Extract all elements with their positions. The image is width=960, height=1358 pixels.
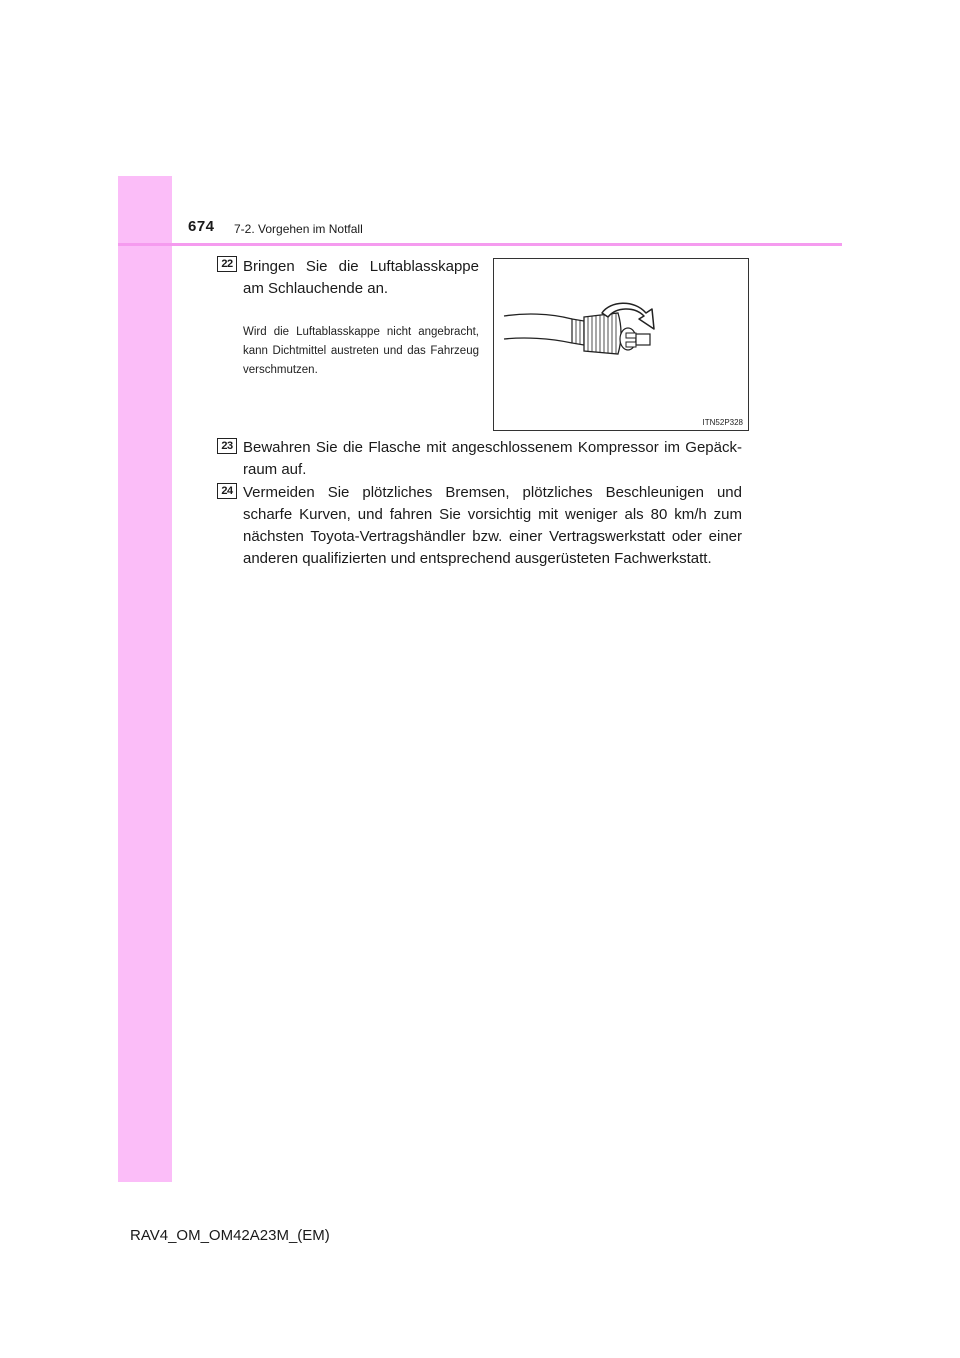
side-band	[118, 176, 172, 1182]
step-number-badge: 24	[217, 483, 237, 499]
step-text: Bringen Sie die Luftablasskappe am Schlauchende an.	[243, 258, 479, 297]
hose-cap-drawing	[494, 259, 750, 432]
step-note: Wird die Luftablasskappe nicht angebracht, kann Dichtmittel austreten und das Fahrzeug verschmutzen.	[243, 326, 479, 376]
hose-cap-illustration	[493, 258, 749, 431]
document-id: RAV4_OM_OM42A23M_(EM)	[130, 1227, 330, 1244]
section-title: 7-2. Vorgehen im Notfall	[234, 222, 363, 236]
figure-code: ITN52P328	[702, 418, 743, 427]
header-rule	[118, 243, 842, 246]
step-text: Vermeiden Sie plötzliches Bremsen, plötzliches Beschleunigen und scharfe Kurven, und fahren Sie vorsichtig mit weniger als 80 km/h zum nächsten Toyota-Vertragshändler bzw. einer Vertragswerkstatt oder einer anderen qualifizierten und entsprechend ausgerüsteten Fachwerkstatt.	[243, 484, 742, 567]
page-number: 674	[188, 218, 215, 235]
step-number-badge: 22	[217, 256, 237, 272]
step-number-badge: 23	[217, 438, 237, 454]
step-text: Bewahren Sie die Flasche mit angeschlossenem Kompressor im Gepäckraum auf.	[243, 439, 742, 478]
